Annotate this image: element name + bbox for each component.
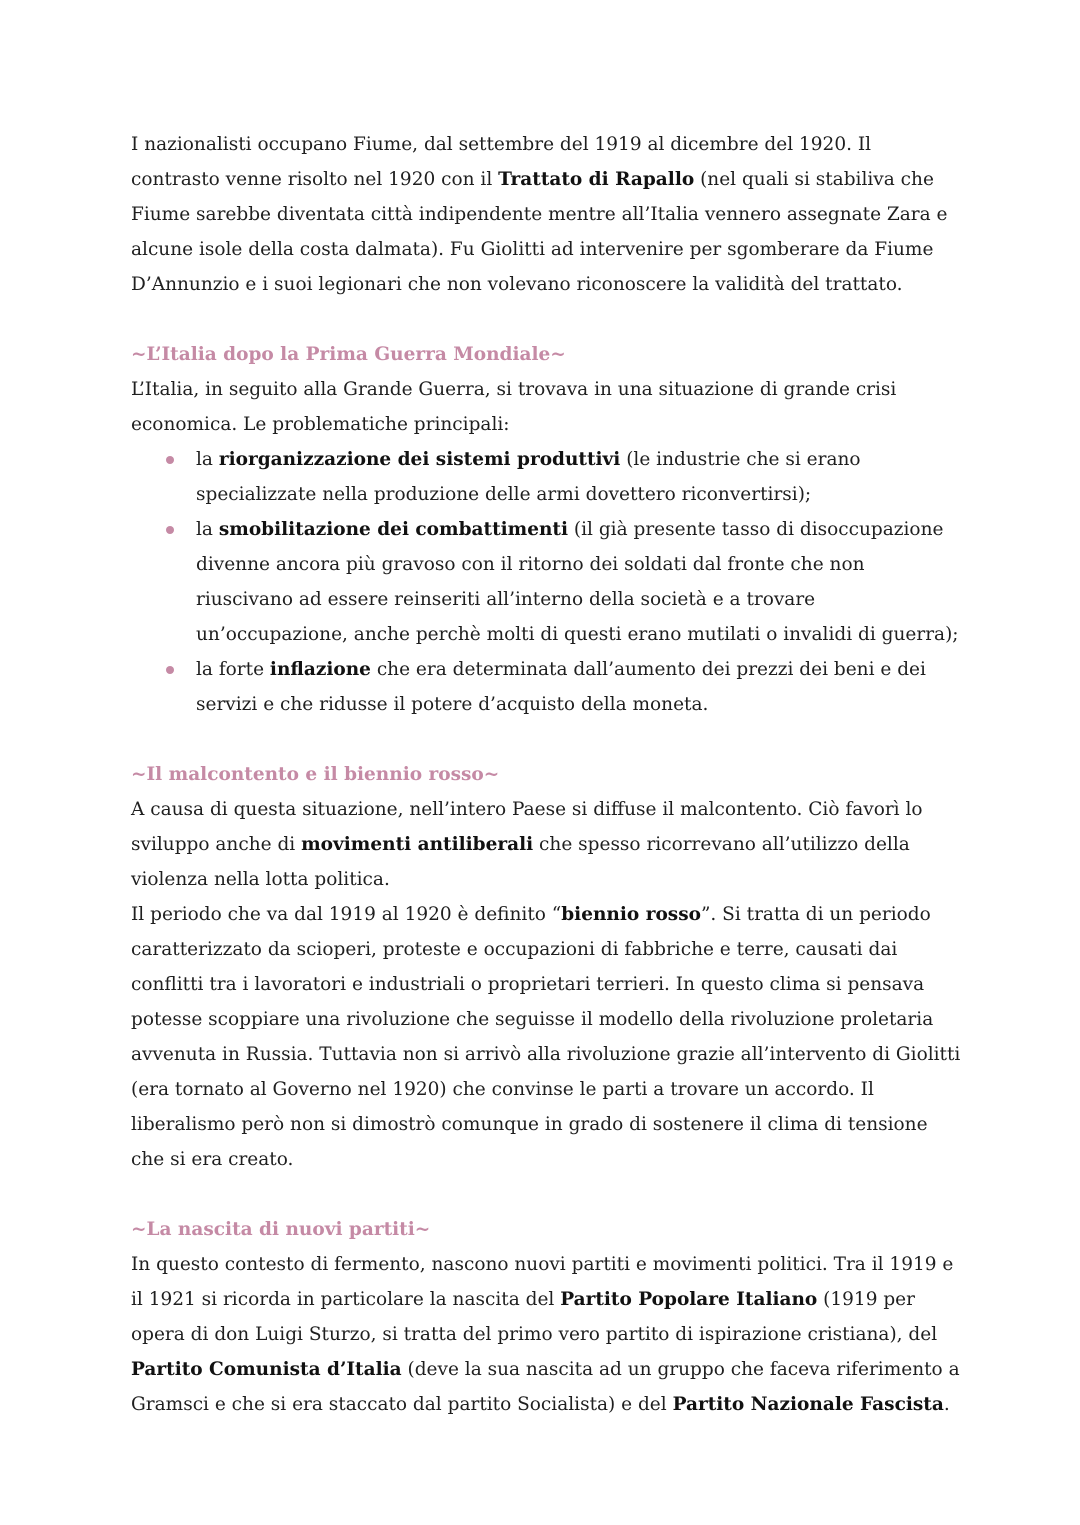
section-title-italia-dopo-guerra: ~L’Italia dopo la Prima Guerra Mondiale~ [131,344,566,365]
list-item: la smobilitazione dei combattimenti (il già presente tasso di disoccupazione divenne ancora più gravoso con il ritorno dei soldati dal fronte che non riuscivano ad essere reinseriti all’interno della società e a trovare un’occupazione, anche perchè molti di questi erano mutilati o invalidi di guerra); [196,512,961,652]
section-title-biennio-rosso: ~Il malcontento e il biennio rosso~ [131,764,500,785]
problem-list [131,442,961,722]
bullet-dot-icon [166,456,174,464]
section-title-nuovi-partiti: ~La nascita di nuovi partiti~ [131,1219,431,1240]
section2-paragraph-2: Il periodo che va dal 1919 al 1920 è definito “biennio rosso”. Si tratta di un periodo caratterizzato da scioperi, proteste e occupazioni di fabbriche e terre, causati dai conflitti tra i lavoratori e industriali o proprietari terrieri. In questo clima si pensava potesse scoppiare una rivoluzione che seguisse il modello della rivoluzione proletaria avvenuta in Russia. Tuttavia non si arrivò alla rivoluzione grazie all’intervento di Giolitti (era tornato al Governo nel 1920) che convinse le parti a trovare un accordo. Il liberalismo però non si dimostrò comunque in grado di sostenere il clima di tensione che si era creato. [131,904,961,1170]
section1-intro: L’Italia, in seguito alla Grande Guerra, si trovava in una situazione di grande crisi economica. Le problematiche principali: [131,379,897,435]
section2-paragraph-1: A causa di questa situazione, nell’intero Paese si diffuse il malcontento. Ciò favorì lo sviluppo anche di movimenti antiliberali che spesso ricorrevano all’utilizzo della violenza nella lotta politica. [131,799,923,890]
bullet-dot-icon [166,666,174,674]
list-item: la riorganizzazione dei sistemi produttivi (le industrie che si erano specializzate nella produzione delle armi dovettero riconvertirsi); [196,442,961,512]
intro-paragraph: I nazionalisti occupano Fiume, dal settembre del 1919 al dicembre del 1920. Il contrasto venne risolto nel 1920 con il Trattato di Rapallo (nel quali si stabiliva che Fiume sarebbe diventata città indipendente mentre all’Italia vennero assegnate Zara e alcune isole della costa dalmata). Fu Giolitti ad intervenire per sgomberare da Fiume D’Annunzio e i suoi legionari che non volevano riconoscere la validità del trattato. [131,134,948,295]
document-page [131,127,961,1422]
bold-trattato-rapallo: Trattato di Rapallo [498,169,695,190]
bullet-dot-icon [166,526,174,534]
list-item: la forte inflazione che era determinata dall’aumento dei prezzi dei beni e dei servizi e che ridusse il potere d’acquisto della moneta. [196,652,961,722]
section3-paragraph: In questo contesto di fermento, nascono nuovi partiti e movimenti politici. Tra il 1919 e il 1921 si ricorda in particolare la nascita del Partito Popolare Italiano (1919 per opera di don Luigi Sturzo, si tratta del primo vero partito di ispirazione cristiana), del Partito Comunista d’Italia (deve la sua nascita ad un gruppo che faceva riferimento a Gramsci e che si era staccato dal partito Socialista) e del Partito Nazionale Fascista. [131,1254,960,1415]
